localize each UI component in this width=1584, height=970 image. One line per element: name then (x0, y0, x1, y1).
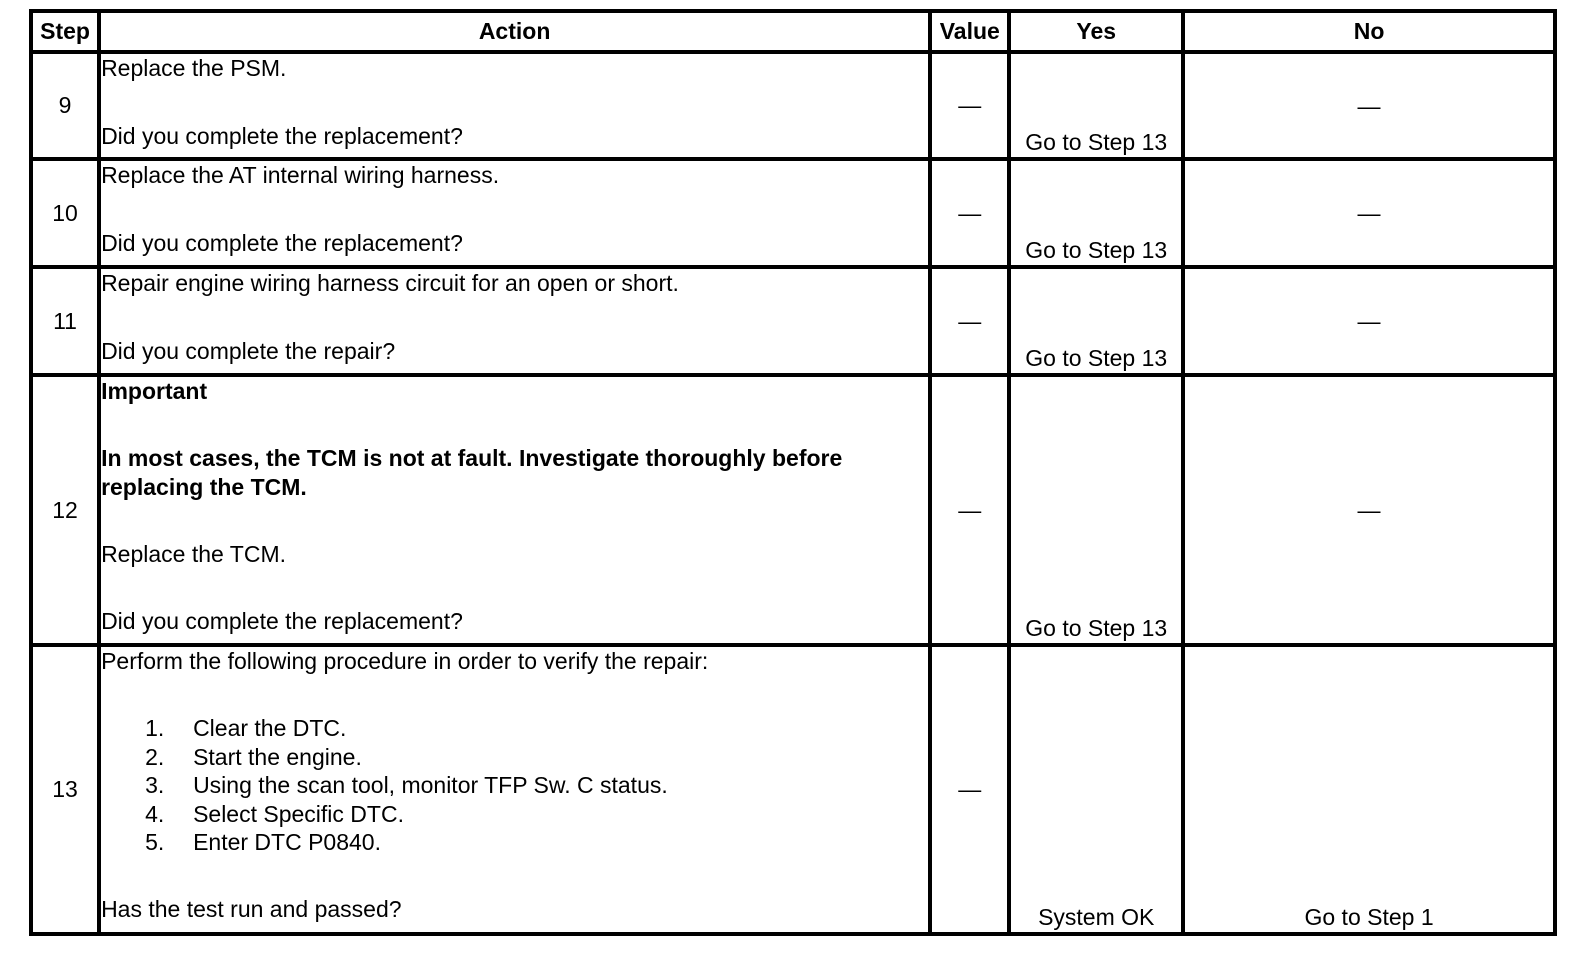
procedure-step (101, 800, 928, 829)
table-row (31, 645, 1555, 934)
step-number: 13 (31, 645, 99, 934)
value-cell: — (930, 267, 1009, 375)
action-instruction: Replace the PSM. (101, 55, 287, 81)
procedure-step-text: Select Specific DTC. (193, 800, 404, 827)
action-cell (99, 267, 930, 375)
action-instruction: Perform the following procedure in order to verify the repair: (101, 648, 709, 674)
header-row (31, 11, 1555, 52)
action-question: Did you complete the repair? (101, 338, 396, 364)
table-row (31, 52, 1555, 159)
yes-cell: Go to Step 13 (1009, 267, 1183, 375)
procedure-step-number: 2. (145, 743, 165, 770)
step-number: 11 (31, 267, 99, 375)
step-number: 9 (31, 52, 99, 159)
action-cell (99, 159, 930, 267)
value-cell: — (930, 159, 1009, 267)
procedure-step (101, 714, 928, 743)
spacer (101, 569, 928, 607)
procedure-step-number: 4. (145, 800, 165, 827)
yes-cell: Go to Step 13 (1009, 159, 1183, 267)
important-text: In most cases, the TCM is not at fault. Investigate thoroughly before replacing the TCM. (101, 445, 843, 500)
table-row (31, 159, 1555, 267)
table-row (31, 267, 1555, 375)
no-cell: — (1183, 375, 1555, 645)
procedure-step (101, 743, 928, 772)
diagnostic-table (29, 9, 1557, 936)
action-instruction: Replace the AT internal wiring harness. (101, 162, 500, 188)
spacer (101, 857, 928, 895)
spacer (101, 298, 928, 337)
no-cell: — (1183, 159, 1555, 267)
value-cell: — (930, 375, 1009, 645)
action-instruction: Replace the TCM. (101, 541, 286, 567)
spacer (101, 676, 928, 714)
procedure-step-number: 1. (145, 715, 165, 741)
action-question: Did you complete the replacement? (101, 123, 463, 149)
header-step: Step (31, 11, 99, 52)
table-row (31, 375, 1555, 645)
no-cell: — (1183, 52, 1555, 159)
no-cell: — (1183, 267, 1555, 375)
yes-cell: Go to Step 13 (1009, 375, 1183, 645)
spacer (101, 502, 928, 540)
procedure-list (101, 714, 928, 857)
action-question: Did you complete the replacement? (101, 608, 463, 634)
yes-cell: System OK (1009, 645, 1183, 934)
action-cell (99, 645, 930, 934)
value-cell: — (930, 645, 1009, 934)
header-yes: Yes (1009, 11, 1183, 52)
spacer (101, 406, 928, 444)
step-number: 10 (31, 159, 99, 267)
procedure-step-text: Enter DTC P0840. (193, 829, 381, 855)
important-heading: Important (101, 378, 208, 404)
header-action: Action (99, 11, 930, 52)
procedure-step-text: Clear the DTC. (193, 715, 347, 741)
procedure-step-number: 3. (145, 772, 165, 798)
value-cell: — (930, 52, 1009, 159)
spacer (101, 83, 928, 122)
procedure-step (101, 771, 928, 800)
procedure-step-number: 5. (145, 829, 165, 855)
procedure-step (101, 828, 928, 857)
procedure-step-text: Start the engine. (193, 743, 362, 770)
yes-cell: Go to Step 13 (1009, 52, 1183, 159)
header-value: Value (930, 11, 1009, 52)
spacer (101, 190, 928, 229)
procedure-step-text: Using the scan tool, monitor TFP Sw. C status. (193, 772, 668, 798)
action-cell (99, 375, 930, 645)
action-instruction: Repair engine wiring harness circuit for an open or short. (101, 270, 679, 296)
action-cell (99, 52, 930, 159)
action-question: Did you complete the replacement? (101, 230, 463, 256)
action-question: Has the test run and passed? (101, 895, 402, 922)
header-no: No (1183, 11, 1555, 52)
no-cell: Go to Step 1 (1183, 645, 1555, 934)
step-number: 12 (31, 375, 99, 645)
